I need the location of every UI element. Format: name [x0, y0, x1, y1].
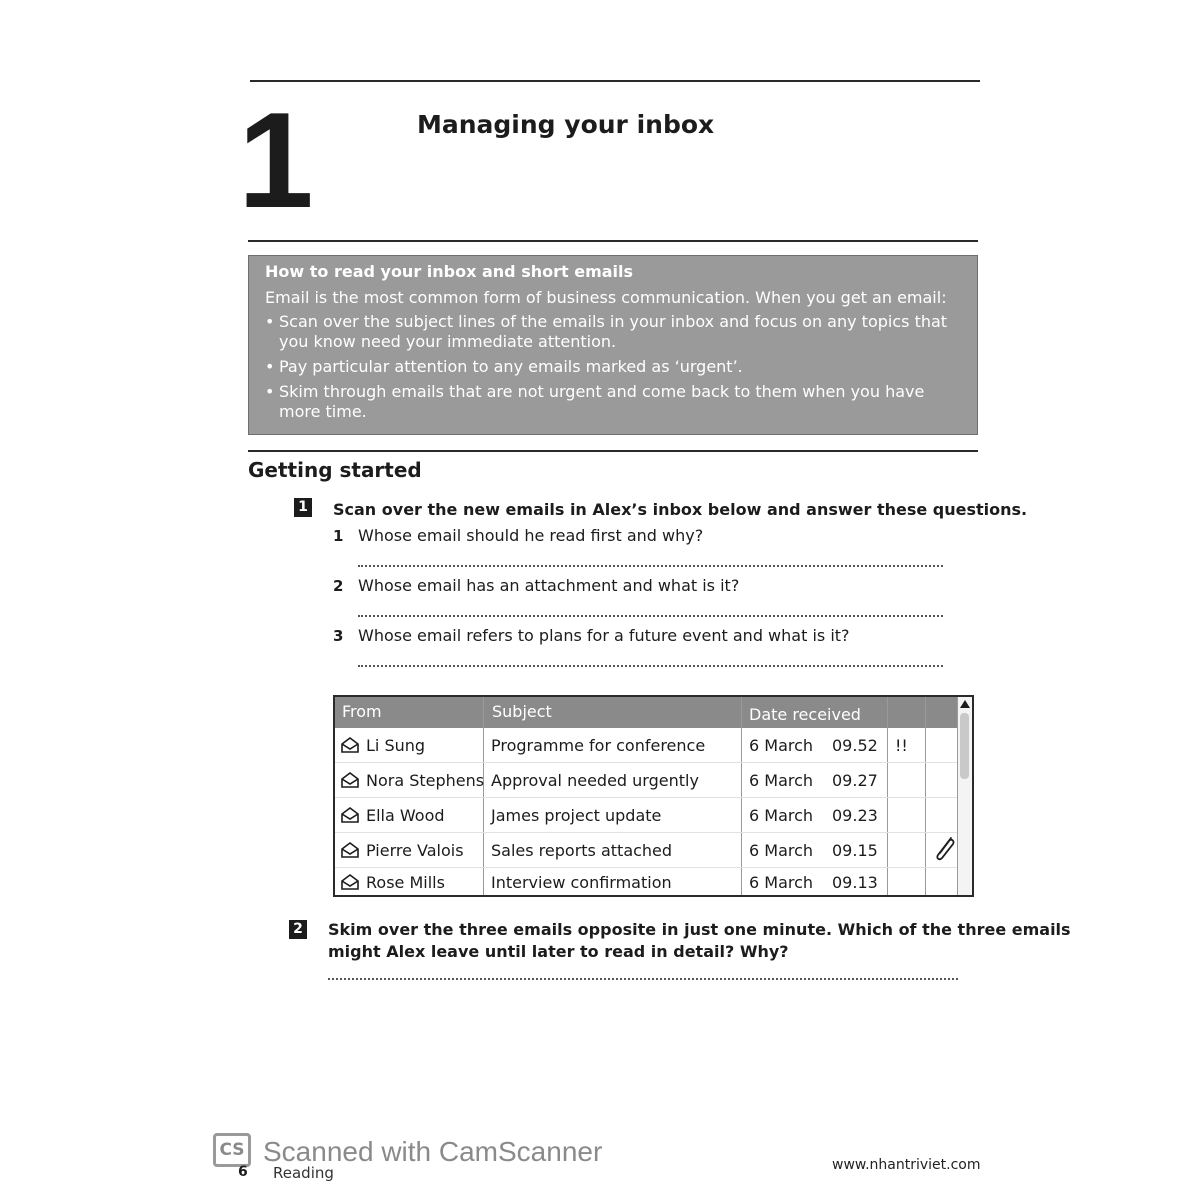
email-subject: Interview confirmation — [491, 873, 672, 892]
info-bullet-text: Pay particular attention to any emails marked as ‘urgent’. — [279, 357, 743, 376]
email-time: 09.23 — [832, 806, 878, 825]
email-time: 09.13 — [832, 873, 878, 892]
footer-url: www.nhantriviet.com — [832, 1157, 981, 1173]
info-bullet — [265, 382, 961, 422]
email-date: 6 March — [749, 736, 814, 755]
email-row[interactable] — [335, 833, 960, 867]
email-subject: Sales reports attached — [491, 841, 673, 860]
exercise-number-badge: 2 — [289, 920, 307, 939]
envelope-icon — [340, 772, 360, 788]
email-date: 6 March — [749, 841, 814, 860]
inbox-scrollbar[interactable] — [957, 697, 972, 895]
info-box — [248, 255, 978, 435]
paperclip-icon — [931, 834, 957, 864]
question-number: 2 — [333, 577, 344, 595]
email-time: 09.27 — [832, 771, 878, 790]
bullet-icon: • — [265, 382, 275, 401]
answer-line[interactable] — [328, 978, 958, 980]
email-time: 09.15 — [832, 841, 878, 860]
answer-line[interactable] — [358, 565, 943, 567]
inbox-table — [333, 695, 974, 897]
question-number: 3 — [333, 627, 344, 645]
top-rule — [250, 80, 980, 82]
exercise-instruction-line: Skim over the three emails opposite in just one minute. Which of the three emails — [328, 920, 1071, 939]
unit-number: 1 — [238, 84, 310, 236]
email-row[interactable] — [335, 868, 960, 895]
email-date: 6 March — [749, 806, 814, 825]
header-bottom-rule — [248, 240, 978, 242]
email-from: Li Sung — [366, 736, 426, 755]
email-time: 09.52 — [832, 736, 878, 755]
inbox-header — [335, 697, 960, 728]
footer-section: Reading — [273, 1164, 334, 1182]
answer-line[interactable] — [358, 665, 943, 667]
info-bullet-text: Scan over the subject lines of the emails in your inbox and focus on any topics that you know need your immediate attention. — [279, 312, 948, 351]
scanned-watermark: Scanned with CamScanner — [263, 1136, 603, 1167]
email-row[interactable] — [335, 728, 960, 762]
email-from: Pierre Valois — [366, 841, 464, 860]
envelope-icon — [340, 842, 360, 858]
email-date: 6 March — [749, 771, 814, 790]
urgent-flag: !! — [895, 736, 908, 755]
section-heading: Getting started — [248, 458, 422, 482]
email-row[interactable] — [335, 763, 960, 797]
unit-title: Managing your inbox — [417, 110, 715, 139]
scroll-up-arrow-icon[interactable] — [960, 700, 970, 708]
infobox-bottom-rule — [248, 450, 978, 452]
email-subject: Approval needed urgently — [491, 771, 699, 790]
email-subject: James project update — [491, 806, 662, 825]
email-from: Ella Wood — [366, 806, 445, 825]
info-bullet — [265, 357, 961, 377]
email-from: Rose Mills — [366, 873, 445, 892]
email-date: 6 March — [749, 873, 814, 892]
info-box-title: How to read your inbox and short emails — [265, 262, 634, 281]
question-text: Whose email refers to plans for a future event and what is it? — [358, 626, 850, 645]
email-subject: Programme for conference — [491, 736, 706, 755]
header-date[interactable]: Date received — [749, 705, 861, 724]
envelope-icon — [340, 874, 360, 890]
email-from: Nora Stephens — [366, 771, 485, 790]
info-box-intro: Email is the most common form of business communication. When you get an email: — [265, 288, 947, 307]
exercise-instruction: Scan over the new emails in Alex’s inbox below and answer these questions. — [333, 500, 1028, 519]
question-text: Whose email has an attachment and what is it? — [358, 576, 740, 595]
page-number: 6 — [238, 1164, 248, 1180]
info-box-bullets — [265, 312, 961, 422]
scroll-thumb[interactable] — [960, 713, 969, 779]
question-number: 1 — [333, 527, 344, 545]
info-bullet — [265, 312, 961, 352]
bullet-icon: • — [265, 312, 275, 331]
answer-line[interactable] — [358, 615, 943, 617]
camscanner-logo: CS — [213, 1133, 251, 1167]
question-text: Whose email should he read first and why? — [358, 526, 704, 545]
header-subject[interactable]: Subject — [492, 702, 552, 721]
envelope-icon — [340, 807, 360, 823]
exercise-instruction-line: might Alex leave until later to read in detail? Why? — [328, 942, 789, 961]
header-from[interactable]: From — [342, 702, 382, 721]
envelope-icon — [340, 737, 360, 753]
info-bullet-text: Skim through emails that are not urgent and come back to them when you have more time. — [279, 382, 925, 421]
bullet-icon: • — [265, 357, 275, 376]
exercise-number-badge: 1 — [294, 498, 312, 517]
email-row[interactable] — [335, 798, 960, 832]
